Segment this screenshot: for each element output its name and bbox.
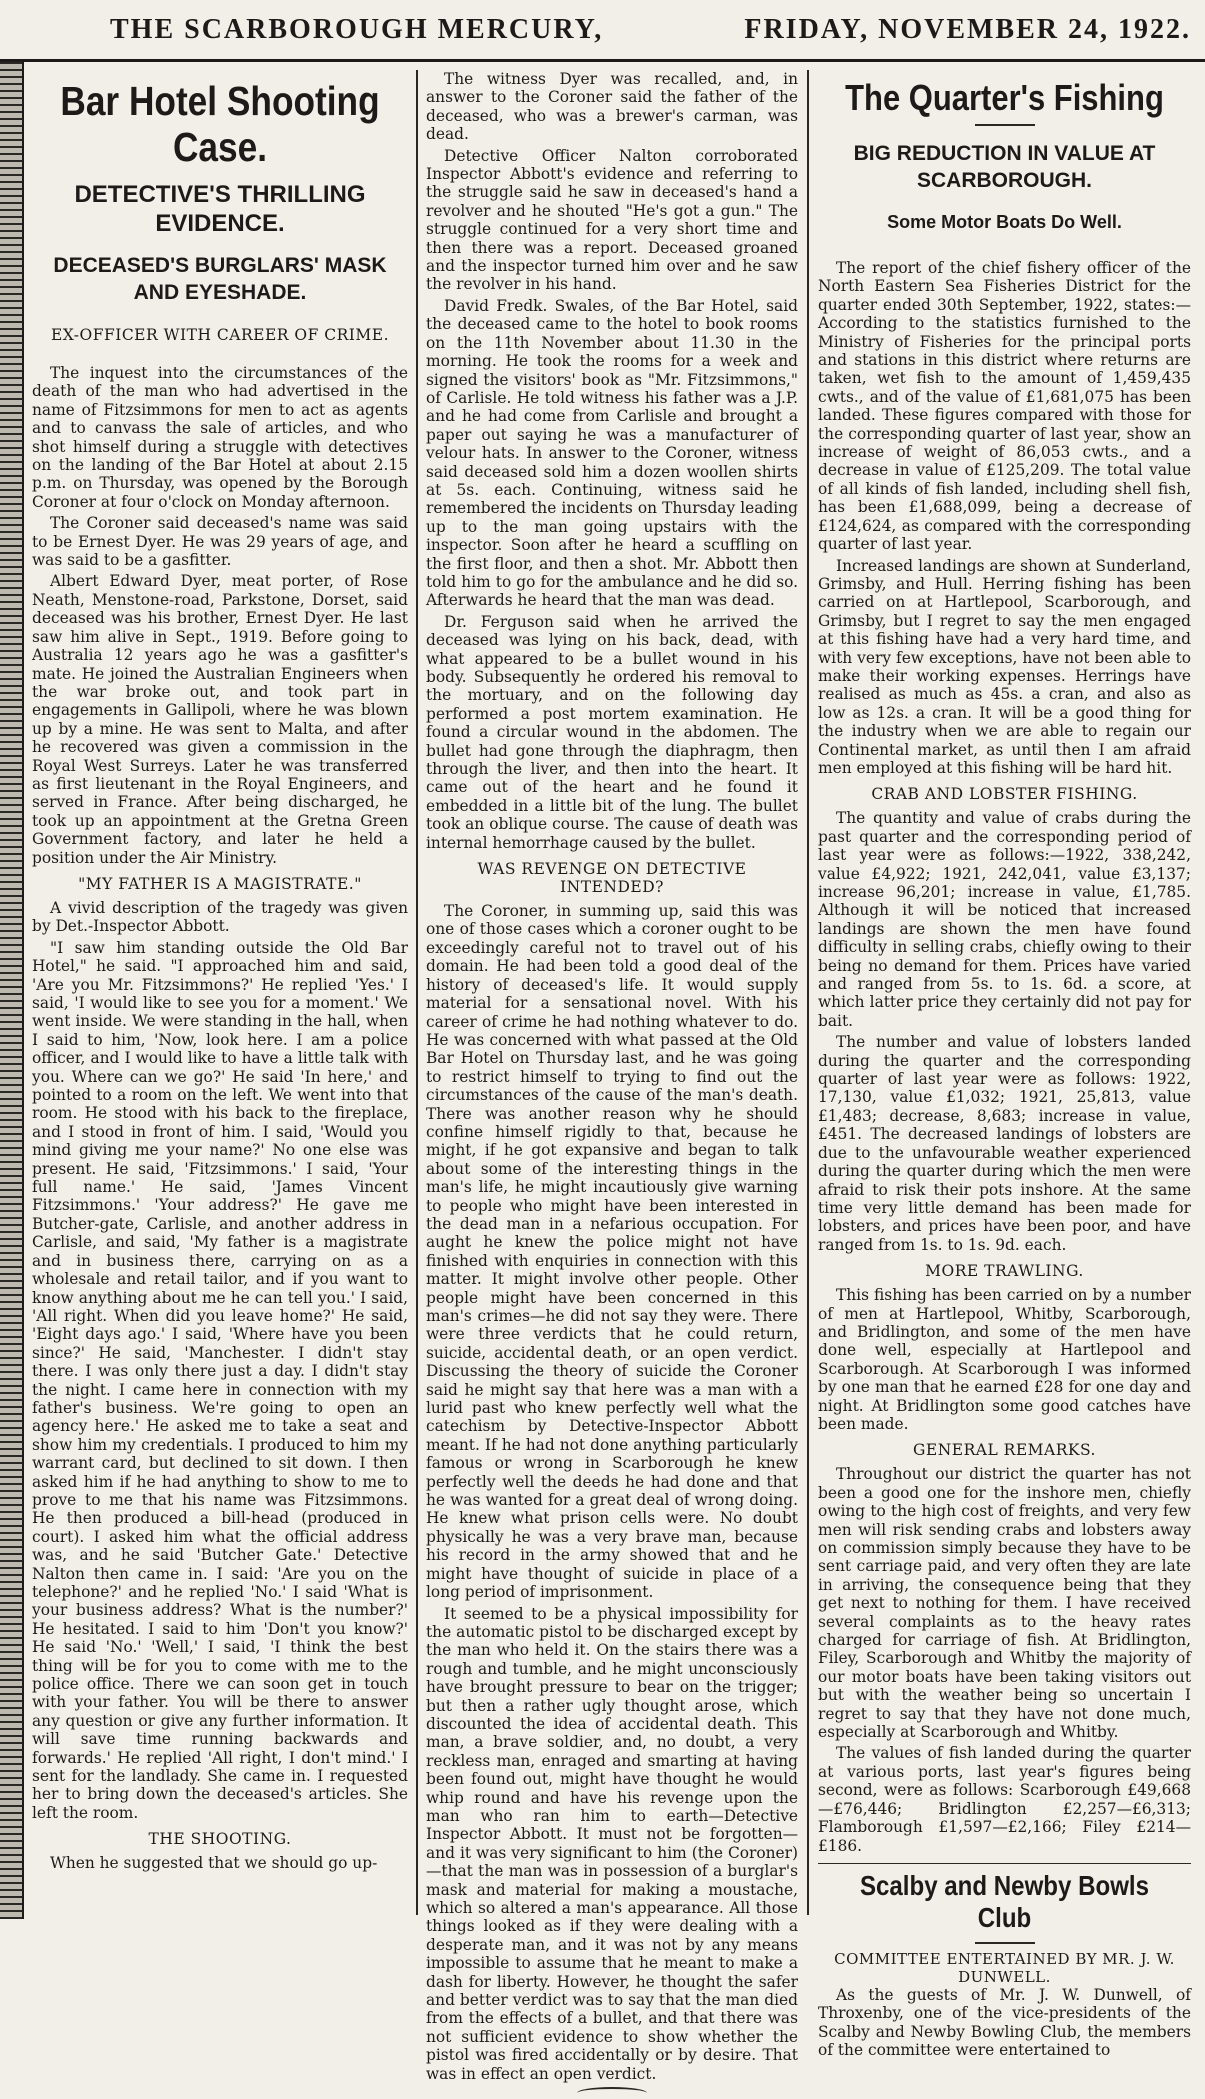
- divider: [975, 1942, 1035, 1944]
- section-heading: MORE TRAWLING.: [925, 1262, 1084, 1281]
- article-subheading: EX-OFFICER WITH CAREER OF CRIME.: [50, 326, 390, 344]
- paragraph: Throughout our district the quarter has not been a good one for the inshore men, chiefly owing to the high cost of freights, and very few men will risk sending crabs and lobsters away on commission simply because they have to be sent carriage paid, and very often they are late in arriving, the consequence being that they get next to nothing for them. I have received several complaints as to the heavy rates charged for carriage of fish. At Bridlington, Filey, Scarborough and Whitby the majority of our motor boats have been taking visitors out but with the weather being so uncertain I regret to say that they have not done much, especially at Scarborough and Whitby.: [818, 1465, 1191, 1742]
- paragraph: Albert Edward Dyer, meat porter, of Rose Neath, Menstone-road, Parkstone, Dorset, said deceased was his brother, Ernest Dyer. He last saw him alive in Sept., 1919. Before going to Australia 12 years ago he was a gasfitter's mate. He joined the Australian Engineers when the war broke out, and took part in engagements in Gallipoli, where he was blown up by a mine. He was sent to Malta, and after he recovered was given a commission in the Royal West Surreys. Later he was transferred as first lieutenant in the Royal Engineers, and served in France. After being discharged, he took up an appointment at the Gretna Green Government factory, and later he held a position under the Air Ministry.: [32, 572, 408, 867]
- article-deck: BIG REDUCTION IN VALUE AT SCARBOROUGH.: [853, 142, 1156, 192]
- article-deck: DETECTIVE'S THRILLING EVIDENCE.: [74, 181, 366, 237]
- section-heading: WAS REVENGE ON DETECTIVE INTENDED?: [477, 860, 747, 897]
- article-deck: DECEASED'S BURGLARS' MASK AND EYESHADE.: [53, 254, 387, 304]
- paragraph: It seemed to be a physical impossibility for the automatic pistol to be discharged except by the man who held it. On the stairs there was a rough and tumble, and he might unconsciously have brought pressure to bear on the trigger; but then a rather ugly thought arose, which discounted the idea of accidental death. This man, a brave soldier, and, no doubt, a very reckless man, enraged and smarting at having been found out, might have thought he would whip round and have his revenge upon the man who ran him to earth—Detective Inspector Abbott. It must not be forgotten—and it was very significant to him (the Coroner)—that the man was in possession of a burglar's mask and material for making a moustache, which so altered a man's appearance. All those things looked as if they were dealing with a desperate man, and it was not by any means impossible to assume that he meant to make a dash for liberty. However, he thought the safer and better verdict was to say that the man died from the effects of a bullet, and that there was not sufficient evidence to show whether the pistol was fired accidentally or by desire. That was in effect an open verdict.: [426, 1604, 798, 2083]
- paragraph: The quantity and value of crabs during the past quarter and the corresponding period of last year were as follows:—1922, 338,242, value £4,922; 1921, 242,041, value £3,137; increase 96,201; increase in value, £1,785. Although it will be noticed that increased landings are shown the men have found difficulty in selling crabs, chiefly owing to their being no demand for them. Prices have varied and ranged from 5s. to 1s. 6d. a score, at which latter price they certainly did not pay for bait.: [818, 809, 1191, 1030]
- article-headline: Scalby and Newby Bowls Club: [859, 1869, 1150, 1933]
- paragraph: Detective Officer Nalton corroborated Inspector Abbott's evidence and referring to the struggle said he saw in deceased's hand a revolver and he shouted "He's got a gun." The struggle continued for a very short time and then there was a report. Deceased groaned and the inspector turned him over and he saw the revolver in his hand.: [426, 146, 798, 294]
- column-3: [812, 70, 1197, 2060]
- paragraph: The report of the chief fishery officer of the North Eastern Sea Fisheries District for the quarter ended 30th September, 1922, states:—According to the statistics furnished to the Ministry of Fisheries for the principal ports and stations in this district where returns are taken, wet fish to the amount of 1,459,435 cwts., and of the value of £1,681,075 has been landed. These figures compared with those for the corresponding quarter of last year, show an increase of weight of 86,053 cwts., and a decrease in value of £125,209. The total value of all kinds of fish landed, including shell fish, has been £1,688,099, being a decrease of £124,624, as compared with the corresponding quarter of last year.: [818, 259, 1191, 554]
- paragraph: The number and value of lobsters landed during the quarter and the corresponding quarter of last year were as follows: 1922, 17,130, value £1,032; 1921, 25,813, value £1,483; decrease, 8,683; increase in value, £451. The decreased landings of lobsters are due to the unfavourable weather experienced during the quarter during which the men were afraid to risk their pots inshore. At the same time very little demand has been made for lobsters, and prices have been poor, and have ranged from 1s. to 1s. 9d. each.: [818, 1033, 1191, 1254]
- paragraph: As the guests of Mr. J. W. Dunwell, of Throxenby, one of the vice-presidents of the Scalby and Newby Bowling Club, the members of the committee were entertained to: [818, 1985, 1191, 2060]
- divider: [975, 124, 1035, 126]
- paragraph: The inquest into the circumstances of the death of the man who had advertised in the name of Fitzsimmons for men to act as agents and to canvass the sale of articles, and who shot himself during a struggle with detectives on the landing of the Bar Hotel at about 2.15 p.m. on Thursday, was opened by the Borough Coroner at four o'clock on Monday afternoon.: [32, 364, 408, 511]
- end-ornament: [577, 2087, 647, 2099]
- divider: [818, 1863, 1191, 1864]
- section-heading: GENERAL REMARKS.: [913, 1441, 1096, 1460]
- paragraph: Increased landings are shown at Sunderland, Grimsby, and Hull. Herring fishing has been carried on at Hartlepool, Scarborough, and Grimsby, but I regret to say the men engaged at this fishing have had a very hard time, and with very few exceptions, have not been able to make their working expenses. Herrings have realised as much as 45s. a cran, and also as low as 12s. a cran. It will be a good thing for the industry when we are able to regain our Continental market, as until then I am afraid men employed at this fishing will be hard hit.: [818, 556, 1191, 777]
- column-1: [26, 70, 414, 1915]
- paragraph: Dr. Ferguson said when he arrived the deceased was lying on his back, dead, with what appeared to be a bullet wound in his body. Subsequently he ordered his removal to the mortuary, and on the following day performed a post mortem examination. He found a circular wound in the abdomen. The bullet had gone through the diaphragm, then through the liver, and then into the heart. It came out of the heart and he found it embedded in a little bit of the lung. The bullet took an oblique course. The cause of death was internal hemorrhage caused by the bullet.: [426, 612, 798, 852]
- paragraph: David Fredk. Swales, of the Bar Hotel, said the deceased came to the hotel to book rooms on the 11th November about 11.30 in the morning. He took the rooms for a week and signed the visitors' book as "Mr. Fitzsimmons," of Carlisle. He told witness his father was a J.P. and he had come from Carlisle and brought a paper out saying he was a manufacturer of velour hats. In answer to the Coroner, witness said deceased sold him a dozen woollen shirts at 5s. each. Continuing, witness said he remembered the incidents on Thursday leading up to the man going upstairs with the inspector. Soon after he heard a scuffling on the first floor, and then a shot. Mr. Abbott then told him to go for the ambulance and he did so. Afterwards he heard that the man was dead.: [426, 296, 798, 610]
- section-heading: CRAB AND LOBSTER FISHING.: [871, 785, 1138, 804]
- column-2: [420, 70, 804, 2083]
- paragraph: When he suggested that we should go up-: [50, 1854, 378, 1873]
- issue-date: FRIDAY, NOVEMBER 24, 1922.: [744, 14, 1191, 45]
- article-headline: The Quarter's Fishing: [845, 77, 1164, 118]
- column-rule: [416, 70, 418, 1915]
- paper-name: THE SCARBOROUGH MERCURY,: [110, 14, 604, 45]
- paragraph: The values of fish landed during the quarter at various ports, last year's figures being second, were as follows: Scarborough £49,668—£76,446; Bridlington £2,257—£6,313; Flamborough £1,597—£2,166; Filey £214—£186.: [818, 1744, 1191, 1855]
- section-heading: THE SHOOTING.: [148, 1830, 292, 1849]
- paragraph: The Coroner said deceased's name was said to be Ernest Dyer. He was 29 years of age, and was said to be a gasfitter.: [32, 514, 408, 570]
- column-rule: [807, 70, 809, 1915]
- paragraph: A vivid description of the tragedy was given by Det.-Inspector Abbott.: [32, 898, 408, 936]
- paragraph: The Coroner, in summing up, said this was one of those cases which a coroner ought to be exceedingly careful not to travel out of his domain. He had been told a good deal of the history of deceased's life. It would supply material for a sensational novel. With his career of crime he had nothing whatever to do. He was concerned with what passed at the Old Bar Hotel on Thursday last, and he was going to restrict himself to trying to find out the circumstances of the cause of the man's death. There was another reason why he should confine himself rigidly to that, because he might, if he got expansive and began to talk about some of the interesting things in the man's life, he might incautiously give warning to people who might have been interested in the dead man in a nefarious occupation. For aught he knew the police might not have finished with enquiries in connection with this matter. It might involve other people. Other people might have been concerned in this man's crimes—he did not say they were. There were three verdicts that he could return, suicide, accidental death, or an open verdict. Discussing the theory of suicide the Coroner said he might say that here was a man with a lurid past who knew perfectly well what the catechism by Detective-Inspector Abbott meant. If he had not done anything particularly famous or wrong in Scarborough he knew perfectly well the deeds he had done and that he was wanted for a great deal of wrong doing. He knew what prison cells were. No doubt physically he was a very brave man, because his record in the army showed that and he might have thought of suicide in place of a long period of imprisonment.: [426, 902, 798, 1602]
- masthead: [0, 0, 1205, 62]
- paragraph: "I saw him standing outside the Old Bar Hotel," he said. "I approached him and said, 'Are you Mr. Fitzsimmons?' He replied 'Yes.' I said, 'I would like to see you for a moment.' We went inside. We were standing in the hall, when I said to him, 'Now, look here. I am a police officer, and I would like to have a little talk with you. Where can we go?' He said 'In here,' and pointed to a room on the left. We went into that room. He stood with his back to the fireplace, and I stood in front of him. I said, 'Would you mind giving me your name?' No one else was present. He said, 'Fitzsimmons.' I said, 'Your full name.' He said, 'James Vincent Fitzsimmons.' 'Your address?' He gave me Butcher-gate, Carlisle, and another address in Carlisle, and said, 'My father is a magistrate and in business there, carrying on as a wholesale and retail tailor, and if you want to know anything about me he can tell you.' I said, 'All right. When did you leave home?' He said, 'Eight days ago.' I said, 'Where have you been since?' He said, 'Manchester. I didn't stay there. I was only there just a day. I didn't stay the night. I came here in connection with my father's business. We're going to open an agency here.' He asked me to take a seat and show him my credentials. I produced to him my warrant card, but declined to sit down. I then asked him if he had anything to show to me to prove to me that his name was Fitzsimmons. He then produced a bill-head (produced in court). I asked him what the official address was, and he said 'Butcher Gate.' Detective Nalton then came in. I said: 'Are you on the telephone?' and he replied 'No.' I said 'What is your business address? What is the number?' He hesitated. I said to him 'Don't you know?' He said 'No.' 'Well,' I said, 'I think the best thing will be for you to come with me to the police office. There we can soon get in touch with your father. You will be there to answer any question or give any further information. It will save time running backwards and forwards.' He replied 'All right, I don't mind.' I sent for the landlady. She came in. I requested her to bring down the deceased's articles. She left the room.: [32, 938, 408, 1822]
- fold-margin: [0, 62, 24, 1919]
- article-headline: Bar Hotel Shooting Case.: [60, 78, 380, 170]
- paragraph: The witness Dyer was recalled, and, in answer to the Coroner said the father of the deceased, who was a brewer's carman, was dead.: [426, 70, 798, 144]
- article-subheading: Some Motor Boats Do Well.: [887, 212, 1122, 232]
- paragraph: This fishing has been carried on by a number of men at Hartlepool, Whitby, Scarborough, and Bridlington, and some of the men have done well, especially at Hartlepool and Scarborough. At Scarborough I was informed by one man that he earned £28 for one day and night. At Bridlington some good catches have been made.: [818, 1286, 1191, 1433]
- article-subheading: COMMITTEE ENTERTAINED BY MR. J. W. DUNWELL.: [834, 1949, 1175, 1986]
- section-heading: "MY FATHER IS A MAGISTRATE.": [78, 874, 362, 893]
